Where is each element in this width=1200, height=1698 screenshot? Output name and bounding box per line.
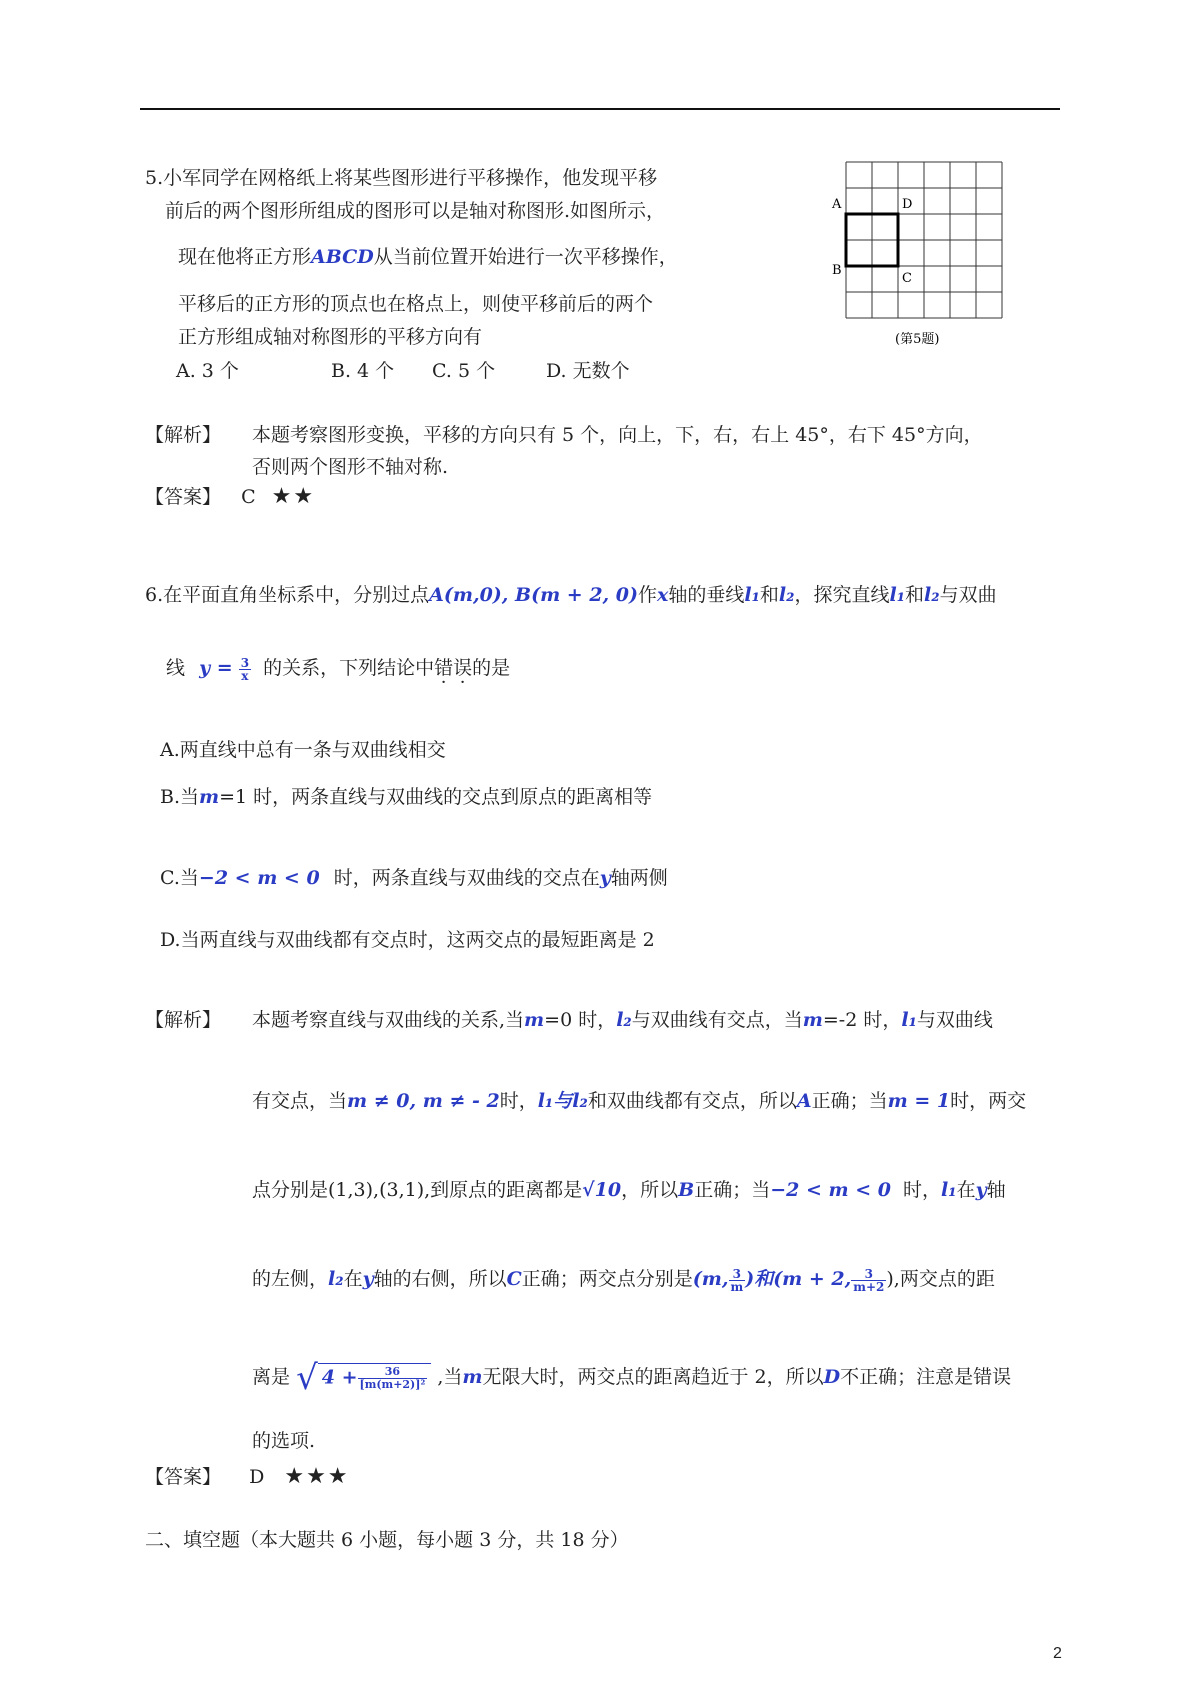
q6-points: A(m,0), B(m + 2, 0) (429, 584, 638, 606)
q6-option-d: D.当两直线与双曲线都有交点时，这两交点的最短距离是 2 (160, 929, 655, 951)
q5-line-5: 正方形组成轴对称图形的平移方向有 (178, 326, 483, 348)
q6-text: 和 (759, 584, 779, 606)
q6-text: 时， (499, 1090, 538, 1112)
q6-text: 轴的垂线 (668, 584, 745, 606)
q6-y: y (975, 1179, 987, 1201)
q6-l1-l2: l₁与l₂ (537, 1090, 588, 1112)
q6-text: 的左侧， (252, 1268, 329, 1290)
q6-text: 本题考察直线与双曲线的关系,当 (252, 1009, 525, 1031)
frac-num: 3 (240, 655, 250, 670)
q6-text: 时， (903, 1179, 942, 1201)
frac-num: 36 (358, 1366, 428, 1379)
q5-square-label: ABCD (311, 246, 374, 268)
q6-m: m (802, 1009, 823, 1031)
q6-letter-c: C (506, 1268, 522, 1290)
q6-l1: l₁ (744, 584, 760, 606)
q6-text: 作 (638, 584, 658, 606)
q6-text: 6.在平面直角坐标系中，分别过点 (145, 584, 430, 606)
q5-option-b: B. 4 个 (331, 360, 395, 382)
q5-label-c: C (902, 271, 912, 286)
q6-text: 轴 (986, 1179, 1006, 1201)
q5-line-2: 前后的两个图形所组成的图形可以是轴对称图形.如图所示， (165, 200, 666, 222)
q6-point-1: (m, (692, 1268, 729, 1290)
q6-option-c (160, 863, 668, 890)
q5-difficulty-stars: ★★ (271, 484, 316, 509)
q5-answer-row (145, 482, 315, 509)
q6-stem-line-2 (166, 653, 510, 682)
q5-option-c: C. 5 个 (432, 360, 496, 382)
frac-den: m (730, 1279, 744, 1294)
q5-option-a: A. 3 个 (176, 360, 239, 382)
q5-line-3-text-b: 从当前位置开始进行一次平移操作， (373, 246, 678, 268)
q6-y: y (599, 867, 611, 889)
q6-l2: l₂ (616, 1009, 632, 1031)
q6-text: =0 时， (544, 1009, 617, 1031)
q6-text: 和 (905, 584, 925, 606)
q6-fraction-3-over-x (239, 657, 251, 682)
q6-text: ，所以 (621, 1179, 679, 1201)
q5-answer-tag: 【答案】 (145, 486, 222, 508)
frac-den: x (241, 668, 249, 683)
q6-text: 正确；当 (694, 1179, 771, 1201)
q6-text: 点分别是(1,3),(3,1),到原点的距离都是 (252, 1179, 583, 1201)
q6-difficulty-stars: ★★★ (284, 1464, 350, 1489)
q6-text: 时，两条直线与双曲线的交点在 (333, 867, 600, 889)
q6-emphasis: 错 (434, 657, 454, 679)
q6-text: ),两交点的距 (886, 1268, 995, 1290)
q6-analysis-line-1 (252, 1005, 993, 1032)
q5-line-3 (178, 242, 678, 269)
q6-text: 时，两交 (950, 1090, 1027, 1112)
q6-text: 与双曲线有交点，当 (631, 1009, 803, 1031)
q5-line-1: 5.小军同学在网格纸上将某些图形进行平移操作，他发现平移 (145, 167, 658, 189)
q6-fraction-36 (358, 1366, 428, 1391)
q6-text: 正确；当 (811, 1090, 888, 1112)
q6-l1: l₁ (901, 1009, 917, 1031)
q6-sqrt-expression (296, 1358, 431, 1398)
sqrt-radicand (318, 1363, 432, 1393)
q6-answer-row (145, 1462, 350, 1489)
q6-analysis-line-4 (252, 1264, 995, 1293)
q6-text: ,当 (437, 1366, 463, 1388)
q6-option-a: A.两直线中总有一条与双曲线相交 (160, 739, 446, 761)
q6-m-equals-1: m = 1 (887, 1090, 951, 1112)
q6-text: 与双曲线 (916, 1009, 993, 1031)
q6-l2: l₂ (924, 584, 940, 606)
q5-label-b: B (832, 263, 842, 278)
q5-line-3-text: 现在他将正方形 (178, 246, 312, 268)
q6-text: 不正确；注意是错误 (840, 1366, 1012, 1388)
q6-text: 和双曲线都有交点，所以 (587, 1090, 797, 1112)
section-2-heading: 二、填空题（本大题共 6 小题，每小题 3 分，共 18 分） (145, 1529, 629, 1551)
q6-text: ，探究直线 (794, 584, 890, 606)
q6-condition: m ≠ 0, m ≠ - 2 (347, 1090, 500, 1112)
q6-y: y (362, 1268, 374, 1290)
page-number: 2 (1053, 1645, 1062, 1662)
q6-text: B.当 (160, 786, 200, 808)
q6-text: =-2 时， (822, 1009, 902, 1031)
q6-inequality: −2 < m < 0 (198, 867, 320, 889)
q6-stem-line-1 (145, 580, 997, 607)
q6-m: m (199, 786, 220, 808)
sqrt-sign-icon: √ (296, 1358, 318, 1398)
q6-text: 无限大时，两交点的距离趋近于 2，所以 (482, 1366, 824, 1388)
q6-letter-a: A (796, 1090, 812, 1112)
q6-x: x (657, 584, 669, 606)
q6-text: 在 (956, 1179, 976, 1201)
q6-m: m (462, 1366, 483, 1388)
q6-inequality: −2 < m < 0 (770, 1179, 891, 1201)
q5-analysis-line-1: 本题考察图形变换，平移的方向只有 5 个，向上，下，右，右上 45°，右下 45°方向， (252, 424, 983, 446)
q6-text: 在 (343, 1268, 363, 1290)
q6-analysis-line-5 (252, 1358, 1011, 1398)
q6-y-equals: y = (199, 657, 233, 679)
q6-analysis-tag: 【解析】 (145, 1009, 222, 1031)
q6-text: 正确；两交点分别是 (521, 1268, 693, 1290)
q5-analysis-tag: 【解析】 (145, 424, 222, 446)
q6-text: 线 (166, 657, 186, 679)
q6-text: 有交点，当 (252, 1090, 348, 1112)
q5-analysis-line-2: 否则两个图形不轴对称. (252, 456, 449, 478)
q6-text: 轴的右侧，所以 (373, 1268, 507, 1290)
q6-answer-tag: 【答案】 (145, 1466, 222, 1488)
q5-figure-caption: (第5题) (895, 332, 940, 347)
q5-answer: C (241, 486, 256, 508)
q6-option-b (160, 782, 652, 809)
q6-emphasis: 误 (453, 657, 473, 679)
q6-l1: l₁ (941, 1179, 957, 1201)
q5-label-d: D (902, 197, 913, 212)
q6-text: 与双曲 (939, 584, 997, 606)
q6-analysis-line-6: 的选项. (252, 1430, 316, 1452)
frac-num: 3 (729, 1268, 746, 1281)
q6-text: 的关系，下列结论中 (263, 657, 435, 679)
q6-sqrt10: √10 (582, 1179, 622, 1201)
q6-point-2: )和(m + 2, (745, 1268, 852, 1290)
q6-text: =1 时，两条直线与双曲线的交点到原点的距离相等 (219, 786, 653, 808)
header-rule (140, 108, 1060, 110)
q6-text: 离是 (252, 1366, 291, 1388)
q6-l1: l₁ (889, 584, 906, 606)
q5-label-a: A (832, 197, 842, 212)
q6-letter-d: D (823, 1366, 841, 1388)
q6-text: 轴两侧 (610, 867, 668, 889)
q6-text: 的是 (472, 657, 511, 679)
q5-grid-figure (820, 158, 1010, 348)
q6-fraction-3-over-m2 (851, 1268, 886, 1293)
q6-l2: l₂ (778, 584, 795, 606)
q6-letter-b: B (678, 1179, 695, 1201)
q6-m: m (524, 1009, 545, 1031)
q6-answer: D (249, 1466, 265, 1488)
q6-analysis-line-3 (252, 1175, 1006, 1202)
q6-fraction-3-over-m (729, 1268, 746, 1293)
q6-text: C.当 (160, 867, 199, 889)
frac-den: [m(m+2)]² (359, 1378, 426, 1391)
q5-option-d: D. 无数个 (546, 360, 630, 382)
frac-num: 3 (851, 1268, 886, 1281)
q6-four-plus: 4 + (321, 1366, 358, 1389)
q5-line-4: 平移后的正方形的顶点也在格点上，则使平移前后的两个 (178, 293, 654, 315)
frac-den: m+2 (853, 1279, 885, 1294)
q6-l2: l₂ (328, 1268, 344, 1290)
q6-analysis-line-2 (252, 1086, 1026, 1113)
